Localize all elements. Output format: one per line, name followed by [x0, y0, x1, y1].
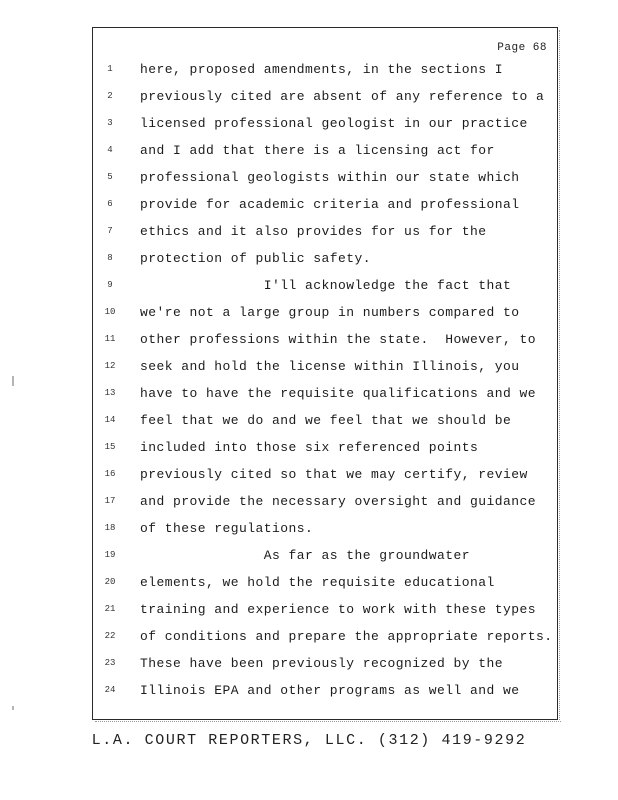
line-text: of these regulations.	[140, 521, 314, 536]
line-text: feel that we do and we feel that we should be	[140, 413, 512, 428]
transcript-line	[93, 274, 557, 301]
transcript-page	[92, 27, 558, 720]
line-number: 7	[107, 226, 113, 236]
line-number: 16	[104, 469, 116, 479]
transcript-line	[93, 85, 557, 112]
scan-mark-left-bottom	[12, 706, 14, 710]
line-number: 6	[107, 199, 113, 209]
transcript-line	[93, 58, 557, 85]
line-text: ethics and it also provides for us for the	[140, 224, 487, 239]
transcript-line	[93, 436, 557, 463]
page-number: Page 68	[497, 42, 547, 54]
transcript-line	[93, 517, 557, 544]
line-number: 13	[104, 388, 116, 398]
transcript-line	[93, 571, 557, 598]
transcript-line	[93, 625, 557, 652]
page-edge-right	[559, 30, 564, 720]
line-text: provide for academic criteria and professional	[140, 197, 520, 212]
line-number: 5	[107, 172, 113, 182]
line-number: 17	[104, 496, 116, 506]
line-text: and I add that there is a licensing act for	[140, 143, 495, 158]
transcript-line	[93, 463, 557, 490]
transcript-line	[93, 652, 557, 679]
line-number: 22	[104, 631, 116, 641]
transcript-line	[93, 328, 557, 355]
line-text: we're not a large group in numbers compared to	[140, 305, 520, 320]
transcript-line	[93, 139, 557, 166]
line-text: professional geologists within our state which	[140, 170, 520, 185]
transcript-line	[93, 301, 557, 328]
line-number: 2	[107, 91, 113, 101]
transcript-line	[93, 220, 557, 247]
line-number: 12	[104, 361, 116, 371]
line-number: 11	[104, 334, 116, 344]
line-text: other professions within the state. However, to	[140, 332, 537, 347]
transcript-line	[93, 382, 557, 409]
transcript-lines	[93, 58, 557, 706]
line-text: included into those six referenced points	[140, 440, 479, 455]
court-reporter-footer: L.A. COURT REPORTERS, LLC. (312) 419-9292	[91, 732, 527, 749]
line-text: As far as the groundwater	[140, 548, 471, 563]
line-text: elements, we hold the requisite educational	[140, 575, 495, 590]
line-number: 21	[104, 604, 116, 614]
page-edge-bottom	[95, 721, 561, 725]
line-text: here, proposed amendments, in the sections I	[140, 62, 504, 77]
line-number: 9	[107, 280, 113, 290]
transcript-line	[93, 490, 557, 517]
line-number: 20	[104, 577, 116, 587]
transcript-line	[93, 544, 557, 571]
transcript-line	[93, 409, 557, 436]
line-text: previously cited so that we may certify, review	[140, 467, 528, 482]
line-number: 4	[107, 145, 113, 155]
transcript-line	[93, 166, 557, 193]
transcript-line	[93, 193, 557, 220]
line-text: These have been previously recognized by the	[140, 656, 504, 671]
line-text: seek and hold the license within Illinois, you	[140, 359, 520, 374]
line-number: 3	[107, 118, 113, 128]
line-text: licensed professional geologist in our practice	[140, 116, 528, 131]
scan-mark-left	[12, 376, 14, 386]
line-text: Illinois EPA and other programs as well and we	[140, 683, 520, 698]
line-number: 24	[104, 685, 116, 695]
line-number: 23	[104, 658, 116, 668]
line-number: 19	[104, 550, 116, 560]
line-number: 15	[104, 442, 116, 452]
transcript-line	[93, 598, 557, 625]
line-number: 18	[104, 523, 116, 533]
line-number: 10	[104, 307, 116, 317]
line-text: protection of public safety.	[140, 251, 372, 266]
line-number: 1	[107, 64, 113, 74]
line-text: of conditions and prepare the appropriate reports.	[140, 629, 553, 644]
line-number: 8	[107, 253, 113, 263]
line-text: previously cited are absent of any reference to a	[140, 89, 545, 104]
transcript-line	[93, 679, 557, 706]
line-text: I'll acknowledge the fact that	[140, 278, 512, 293]
line-text: and provide the necessary oversight and guidance	[140, 494, 537, 509]
line-text: have to have the requisite qualifications and we	[140, 386, 537, 401]
line-number: 14	[104, 415, 116, 425]
transcript-line	[93, 112, 557, 139]
line-text: training and experience to work with these types	[140, 602, 537, 617]
transcript-line	[93, 355, 557, 382]
transcript-line	[93, 247, 557, 274]
